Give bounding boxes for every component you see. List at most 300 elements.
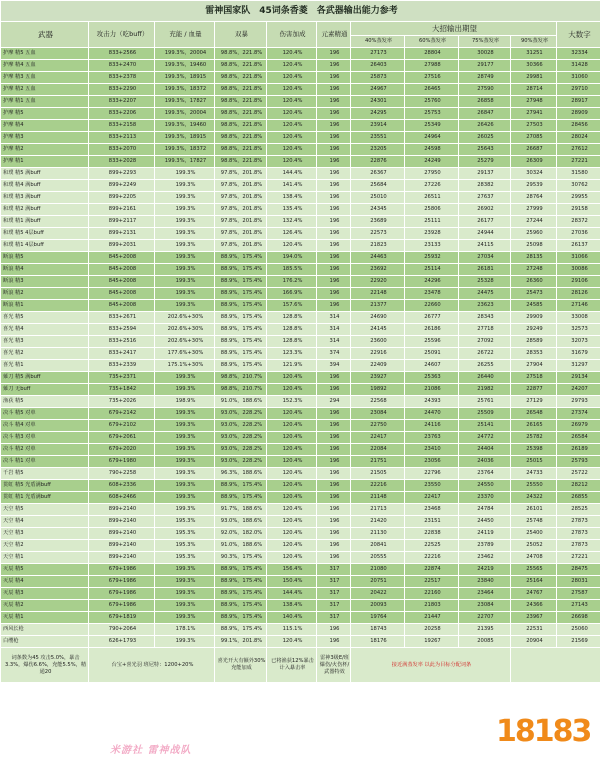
burst-90: 26360	[511, 276, 557, 288]
weapon-name: 护摩 精1	[1, 156, 89, 168]
burst-40: 22916	[351, 348, 405, 360]
crit-value: 97.8%，201.8%	[215, 240, 267, 252]
burst-40: 21420	[351, 516, 405, 528]
burst-40: 22148	[351, 288, 405, 300]
er-value: 199.3%	[155, 216, 215, 228]
atk-value: 790+2064	[89, 624, 155, 636]
burst-60: 27988	[405, 60, 459, 72]
weapon-name: 决斗 精5 对单	[1, 408, 89, 420]
burst-60: 23056	[405, 456, 459, 468]
big-number: 28475	[557, 564, 600, 576]
em-value: 196	[317, 408, 351, 420]
burst-90: 25748	[511, 516, 557, 528]
table-row	[1, 372, 600, 384]
burst-60: 23928	[405, 228, 459, 240]
crit-value: 93.0%，228.2%	[215, 456, 267, 468]
crit-value: 88.9%，175.4%	[215, 576, 267, 588]
burst-60: 24964	[405, 132, 459, 144]
table-row	[1, 420, 600, 432]
atk-value: 735+1842	[89, 384, 155, 396]
er-value: 199.3%，17827	[155, 156, 215, 168]
burst-40: 20841	[351, 540, 405, 552]
burst-75: 29137	[459, 168, 511, 180]
header-dmg: 伤害加成	[267, 22, 317, 48]
burst-75: 26847	[459, 108, 511, 120]
em-value: 196	[317, 288, 351, 300]
table-row	[1, 156, 600, 168]
burst-75: 27092	[459, 336, 511, 348]
burst-60: 25114	[405, 264, 459, 276]
dmg-bonus: 120.4%	[267, 144, 317, 156]
burst-60: 25753	[405, 108, 459, 120]
dmg-bonus: 120.4%	[267, 528, 317, 540]
burst-60: 25349	[405, 120, 459, 132]
table-row	[1, 72, 600, 84]
big-number: 26189	[557, 444, 600, 456]
atk-value: 833+2594	[89, 324, 155, 336]
burst-90: 27948	[511, 96, 557, 108]
er-value: 199.3%	[155, 252, 215, 264]
burst-40: 21713	[351, 504, 405, 516]
weapon-name: 喜光 精1	[1, 360, 89, 372]
atk-value: 608+2336	[89, 480, 155, 492]
dmg-bonus: 126.4%	[267, 228, 317, 240]
em-value: 314	[317, 336, 351, 348]
table-row	[1, 240, 600, 252]
big-number: 31428	[557, 60, 600, 72]
big-number: 31679	[557, 348, 600, 360]
header-er75: 75%蒸发率	[459, 36, 511, 48]
crit-value: 98.8%，221.8%	[215, 72, 267, 84]
burst-60: 24607	[405, 360, 459, 372]
footer-buffs: 雷神3级E/班爆伤/火伤杯/武器特效	[317, 648, 351, 683]
crit-value: 99.1%，201.8%	[215, 636, 267, 648]
burst-60: 24116	[405, 420, 459, 432]
burst-60: 22517	[405, 576, 459, 588]
burst-40: 25010	[351, 192, 405, 204]
atk-value: 679+1986	[89, 600, 155, 612]
atk-value: 833+2290	[89, 84, 155, 96]
burst-60: 22417	[405, 492, 459, 504]
burst-60: 21086	[405, 384, 459, 396]
em-value: 317	[317, 564, 351, 576]
dmg-bonus: 120.4%	[267, 480, 317, 492]
burst-40: 23205	[351, 144, 405, 156]
weapon-name: 贯虹 精1 光盾满buff	[1, 492, 89, 504]
big-number: 26855	[557, 492, 600, 504]
weapon-name: 断浪 精1	[1, 300, 89, 312]
dmg-bonus: 120.4%	[267, 540, 317, 552]
burst-75: 26177	[459, 216, 511, 228]
header-er: 充能 / 血量	[155, 22, 215, 48]
burst-90: 28353	[511, 348, 557, 360]
burst-40: 26367	[351, 168, 405, 180]
er-value: 199.3%	[155, 228, 215, 240]
footer-target-note: 接近满蒸发率 以此为目标分配词条	[351, 648, 511, 683]
burst-60: 21447	[405, 612, 459, 624]
burst-90: 29249	[511, 324, 557, 336]
burst-40: 25684	[351, 180, 405, 192]
weapon-name: 喜光 精5	[1, 312, 89, 324]
er-value: 178.1%	[155, 624, 215, 636]
burst-75: 24219	[459, 564, 511, 576]
weapon-name: 护摩 精5	[1, 108, 89, 120]
burst-75: 23623	[459, 300, 511, 312]
burst-40: 21823	[351, 240, 405, 252]
big-number: 29710	[557, 84, 600, 96]
burst-40: 24145	[351, 324, 405, 336]
weapon-name: 灭辰 精2	[1, 600, 89, 612]
burst-90: 28764	[511, 192, 557, 204]
burst-60: 26186	[405, 324, 459, 336]
header-crit: 双暴	[215, 22, 267, 48]
atk-value: 833+2207	[89, 96, 155, 108]
er-value: 177.6%+30%	[155, 348, 215, 360]
crit-value: 88.9%，175.4%	[215, 276, 267, 288]
dmg-bonus: 120.4%	[267, 372, 317, 384]
crit-value: 98.8%，221.8%	[215, 156, 267, 168]
burst-60: 23133	[405, 240, 459, 252]
er-value: 199.3%，19460	[155, 60, 215, 72]
em-value: 196	[317, 192, 351, 204]
dmg-bonus: 120.4%	[267, 516, 317, 528]
er-value: 199.3%，18372	[155, 84, 215, 96]
burst-60: 25760	[405, 96, 459, 108]
crit-value: 92.0%，182.0%	[215, 528, 267, 540]
table-row	[1, 252, 600, 264]
burst-60: 26511	[405, 192, 459, 204]
burst-40: 23692	[351, 264, 405, 276]
burst-75: 21395	[459, 624, 511, 636]
crit-value: 88.9%，175.4%	[215, 264, 267, 276]
weapon-name: 护摩 精3	[1, 132, 89, 144]
er-value: 199.3%	[155, 192, 215, 204]
crit-value: 88.9%，175.4%	[215, 360, 267, 372]
burst-60: 27226	[405, 180, 459, 192]
big-number: 28456	[557, 120, 600, 132]
em-value: 196	[317, 84, 351, 96]
burst-40: 23689	[351, 216, 405, 228]
burst-90: 30324	[511, 168, 557, 180]
table-row	[1, 456, 600, 468]
burst-40: 24295	[351, 108, 405, 120]
table-row	[1, 204, 600, 216]
table-row	[1, 84, 600, 96]
big-number: 32334	[557, 48, 600, 60]
burst-40: 23927	[351, 372, 405, 384]
table-row	[1, 480, 600, 492]
dmg-bonus: 120.4%	[267, 492, 317, 504]
em-value: 196	[317, 516, 351, 528]
burst-75: 28382	[459, 180, 511, 192]
burst-75: 26902	[459, 204, 511, 216]
burst-60: 24393	[405, 396, 459, 408]
atk-value: 899+2249	[89, 180, 155, 192]
burst-60: 25932	[405, 252, 459, 264]
dmg-bonus: 132.4%	[267, 216, 317, 228]
table-row	[1, 216, 600, 228]
em-value: 196	[317, 504, 351, 516]
big-number: 25793	[557, 456, 600, 468]
crit-value: 88.9%，175.4%	[215, 312, 267, 324]
weapon-name: 决斗 精2 对单	[1, 444, 89, 456]
em-value: 374	[317, 348, 351, 360]
burst-60: 20258	[405, 624, 459, 636]
atk-value: 833+2028	[89, 156, 155, 168]
em-value: 196	[317, 120, 351, 132]
burst-60: 25363	[405, 372, 459, 384]
burst-75: 26426	[459, 120, 511, 132]
burst-75: 24036	[459, 456, 511, 468]
table-row	[1, 504, 600, 516]
weapon-name: 护摩 精1 五血	[1, 96, 89, 108]
burst-75: 28343	[459, 312, 511, 324]
atk-value: 679+1986	[89, 588, 155, 600]
er-value: 199.3%，20004	[155, 48, 215, 60]
big-number: 28126	[557, 288, 600, 300]
weapon-name: 贯虹 精5 光盾满buff	[1, 480, 89, 492]
burst-40: 26403	[351, 60, 405, 72]
footer-crit-note: 已将渔获12%暴击计入暴击率	[267, 648, 317, 683]
dmg-bonus: 141.4%	[267, 180, 317, 192]
er-value: 199.3%，18915	[155, 72, 215, 84]
atk-value: 899+2140	[89, 504, 155, 516]
er-value: 195.3%	[155, 540, 215, 552]
table-row	[1, 168, 600, 180]
big-number: 29955	[557, 192, 600, 204]
burst-60: 25111	[405, 216, 459, 228]
crit-value: 98.8%，221.8%	[215, 60, 267, 72]
burst-40: 22920	[351, 276, 405, 288]
crit-value: 90.3%，175.4%	[215, 552, 267, 564]
er-value: 199.3%，18915	[155, 132, 215, 144]
table-row	[1, 528, 600, 540]
er-value: 199.3%，19460	[155, 120, 215, 132]
table-row	[1, 228, 600, 240]
crit-value: 98.8%，221.8%	[215, 132, 267, 144]
burst-40: 20751	[351, 576, 405, 588]
table-row	[1, 540, 600, 552]
em-value: 196	[317, 444, 351, 456]
crit-value: 97.8%，201.8%	[215, 204, 267, 216]
weapon-name: 天空 精5	[1, 504, 89, 516]
burst-75: 24475	[459, 288, 511, 300]
burst-75: 26025	[459, 132, 511, 144]
er-value: 199.3%，20004	[155, 108, 215, 120]
burst-75: 23789	[459, 540, 511, 552]
crit-value: 88.9%，175.4%	[215, 612, 267, 624]
er-value: 199.3%	[155, 504, 215, 516]
burst-40: 24301	[351, 96, 405, 108]
big-number: 28525	[557, 504, 600, 516]
burst-60: 23478	[405, 288, 459, 300]
big-number: 28212	[557, 480, 600, 492]
crit-value: 97.8%，201.8%	[215, 168, 267, 180]
dmg-bonus: 176.2%	[267, 276, 317, 288]
dmg-bonus: 120.4%	[267, 108, 317, 120]
burst-90: 27085	[511, 132, 557, 144]
big-number: 29134	[557, 372, 600, 384]
burst-40: 22750	[351, 420, 405, 432]
big-number: 27221	[557, 552, 600, 564]
big-number: 27873	[557, 528, 600, 540]
em-value: 196	[317, 552, 351, 564]
atk-value: 679+2061	[89, 432, 155, 444]
crit-value: 88.9%，175.4%	[215, 588, 267, 600]
em-value: 394	[317, 360, 351, 372]
header-big: 大数字	[557, 22, 600, 48]
table-row	[1, 600, 600, 612]
burst-90: 28589	[511, 336, 557, 348]
weapon-name: 护摩 精2	[1, 144, 89, 156]
big-number: 27146	[557, 300, 600, 312]
burst-60: 22216	[405, 552, 459, 564]
em-value: 196	[317, 528, 351, 540]
site-logo: 18183	[496, 714, 591, 749]
crit-value: 98.8%，221.8%	[215, 48, 267, 60]
weapon-name: 护摩 精4	[1, 120, 89, 132]
crit-value: 98.8%，221.8%	[215, 144, 267, 156]
big-number: 26979	[557, 420, 600, 432]
dmg-bonus: 123.3%	[267, 348, 317, 360]
weapon-name: 灭辰 精5	[1, 564, 89, 576]
weapon-name: 决斗 精4 对单	[1, 420, 89, 432]
burst-90: 27518	[511, 372, 557, 384]
atk-value: 679+1986	[89, 576, 155, 588]
atk-value: 833+2339	[89, 360, 155, 372]
weapon-name: 决斗 精1 对单	[1, 456, 89, 468]
dmg-bonus: 120.4%	[267, 444, 317, 456]
burst-40: 21751	[351, 456, 405, 468]
table-row	[1, 408, 600, 420]
er-value: 202.6%+30%	[155, 312, 215, 324]
burst-40: 18743	[351, 624, 405, 636]
burst-60: 19267	[405, 636, 459, 648]
dmg-bonus: 120.4%	[267, 504, 317, 516]
er-value: 199.3%	[155, 300, 215, 312]
em-value: 196	[317, 144, 351, 156]
header-em: 元素精通	[317, 22, 351, 48]
em-value: 196	[317, 156, 351, 168]
er-value: 199.3%	[155, 576, 215, 588]
footer-empty	[511, 648, 600, 683]
crit-value: 88.9%，175.4%	[215, 324, 267, 336]
header-burst: 大招输出期望	[351, 22, 557, 36]
atk-value: 790+2258	[89, 468, 155, 480]
weapon-name: 断浪 精4	[1, 264, 89, 276]
dmg-bonus: 120.4%	[267, 84, 317, 96]
dmg-bonus: 128.8%	[267, 324, 317, 336]
weapon-name: 喜光 精3	[1, 336, 89, 348]
crit-value: 93.0%，188.6%	[215, 516, 267, 528]
burst-90: 27248	[511, 264, 557, 276]
big-number: 28024	[557, 132, 600, 144]
em-value: 196	[317, 132, 351, 144]
burst-60: 23468	[405, 504, 459, 516]
er-value: 199.3%	[155, 432, 215, 444]
atk-value: 833+2470	[89, 60, 155, 72]
burst-90: 29539	[511, 180, 557, 192]
crit-value: 97.8%，201.8%	[215, 180, 267, 192]
big-number: 32073	[557, 336, 600, 348]
em-value: 196	[317, 420, 351, 432]
table-row	[1, 264, 600, 276]
burst-60: 26465	[405, 84, 459, 96]
table-row	[1, 288, 600, 300]
burst-75: 24772	[459, 432, 511, 444]
em-value: 196	[317, 300, 351, 312]
footer-team: 台宝+喜光羽 班尼特：1200+20%	[89, 648, 215, 683]
atk-value: 626+1793	[89, 636, 155, 648]
atk-value: 608+2466	[89, 492, 155, 504]
burst-75: 25761	[459, 396, 511, 408]
burst-90: 28135	[511, 252, 557, 264]
weapon-name: 决斗 精3 对单	[1, 432, 89, 444]
crit-value: 96.3%，188.6%	[215, 468, 267, 480]
atk-value: 845+2008	[89, 252, 155, 264]
er-value: 199.3%	[155, 444, 215, 456]
atk-value: 845+2008	[89, 276, 155, 288]
burst-75: 23084	[459, 600, 511, 612]
er-value: 202.6%+30%	[155, 336, 215, 348]
er-value: 199.3%	[155, 264, 215, 276]
atk-value: 679+2142	[89, 408, 155, 420]
burst-40: 21130	[351, 528, 405, 540]
big-number: 25722	[557, 468, 600, 480]
burst-90: 25565	[511, 564, 557, 576]
atk-value: 679+2102	[89, 420, 155, 432]
dmg-bonus: 144.4%	[267, 168, 317, 180]
burst-90: 25052	[511, 540, 557, 552]
dmg-bonus: 120.4%	[267, 468, 317, 480]
weapon-name: 和璞 精5 满buff	[1, 168, 89, 180]
dmg-bonus: 120.4%	[267, 96, 317, 108]
em-value: 196	[317, 96, 351, 108]
burst-60: 23410	[405, 444, 459, 456]
footer-substats: 词条数为45 攻击5.0%，暴击3.3%，爆伤6.6%，充能5.5%，精通20	[1, 648, 89, 683]
table-row	[1, 60, 600, 72]
dmg-bonus: 115.1%	[267, 624, 317, 636]
burst-90: 26165	[511, 420, 557, 432]
burst-90: 27129	[511, 396, 557, 408]
burst-60: 26777	[405, 312, 459, 324]
burst-40: 27173	[351, 48, 405, 60]
weapon-name: 灭辰 精1	[1, 612, 89, 624]
er-value: 199.3%	[155, 480, 215, 492]
burst-75: 27637	[459, 192, 511, 204]
burst-90: 22877	[511, 384, 557, 396]
burst-75: 25141	[459, 420, 511, 432]
burst-60: 22796	[405, 468, 459, 480]
burst-90: 20904	[511, 636, 557, 648]
weapon-name: 护摩 精5 五血	[1, 48, 89, 60]
big-number: 31060	[557, 72, 600, 84]
crit-value: 88.9%，175.4%	[215, 480, 267, 492]
big-number: 27221	[557, 156, 600, 168]
table-row	[1, 552, 600, 564]
sheet-title: 雷神国家队 45词条香菱 各武器输出能力参考	[1, 1, 600, 22]
dmg-bonus: 144.4%	[267, 588, 317, 600]
header-er40: 40%蒸发率	[351, 36, 405, 48]
crit-value: 97.8%，201.8%	[215, 216, 267, 228]
atk-value: 833+2516	[89, 336, 155, 348]
burst-75: 24404	[459, 444, 511, 456]
burst-40: 25873	[351, 72, 405, 84]
weapon-name: 护摩 精4 五血	[1, 60, 89, 72]
burst-90: 24585	[511, 300, 557, 312]
em-value: 196	[317, 180, 351, 192]
table-row	[1, 492, 600, 504]
